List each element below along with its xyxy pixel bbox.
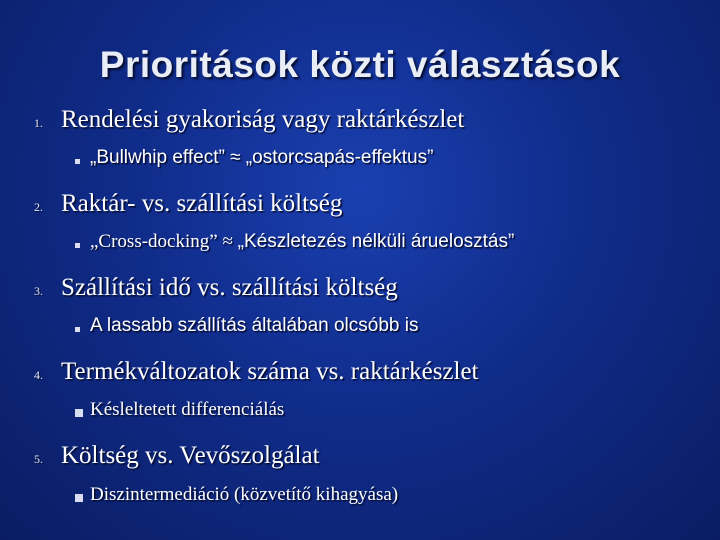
item-number: 4. bbox=[34, 368, 43, 382]
item-text: Költség vs. Vevőszolgálat bbox=[61, 442, 320, 469]
sub-item-4 bbox=[0, 399, 720, 429]
sub-item-text: A lassabb szállítás általában olcsóbb is bbox=[90, 315, 419, 336]
item-number: 3. bbox=[34, 284, 43, 298]
sub-item-2 bbox=[0, 231, 720, 261]
bullet-icon bbox=[75, 327, 80, 332]
sub-item-text-part: „Cross-docking” ≈ bbox=[90, 231, 238, 252]
list-item-3 bbox=[0, 272, 720, 312]
sub-item-5 bbox=[0, 484, 720, 514]
sub-item-1 bbox=[0, 147, 720, 177]
list-item-2 bbox=[0, 188, 720, 228]
sub-item-text: Diszintermediáció (közvetítő kihagyása) bbox=[90, 484, 399, 505]
item-text: Szállítási idő vs. szállítási költség bbox=[61, 274, 398, 301]
list-item-1 bbox=[0, 104, 720, 144]
item-number: 5. bbox=[34, 452, 43, 466]
bullet-icon bbox=[75, 494, 83, 502]
sub-item-3 bbox=[0, 315, 720, 345]
list-item-5 bbox=[0, 440, 720, 480]
item-number: 2. bbox=[34, 200, 43, 214]
list-item-4 bbox=[0, 356, 720, 396]
sub-item-text-part: „Készletezés nélküli áruelosztás” bbox=[237, 231, 515, 252]
sub-item-text bbox=[90, 231, 514, 253]
item-text: Raktár- vs. szállítási költség bbox=[61, 190, 343, 217]
item-text: Rendelési gyakoriság vagy raktárkészlet bbox=[61, 106, 465, 133]
bullet-icon bbox=[75, 243, 80, 248]
item-number: 1. bbox=[34, 116, 43, 130]
bullet-icon bbox=[75, 159, 80, 164]
sub-item-text: Késleltetett differenciálás bbox=[90, 399, 285, 420]
item-text: Termékváltozatok száma vs. raktárkészlet bbox=[61, 358, 479, 385]
bullet-icon bbox=[75, 409, 83, 417]
sub-item-text: „Bullwhip effect” ≈ „ostorcsapás-effektus” bbox=[90, 147, 434, 168]
slide-title: Prioritások közti választások bbox=[99, 44, 621, 85]
